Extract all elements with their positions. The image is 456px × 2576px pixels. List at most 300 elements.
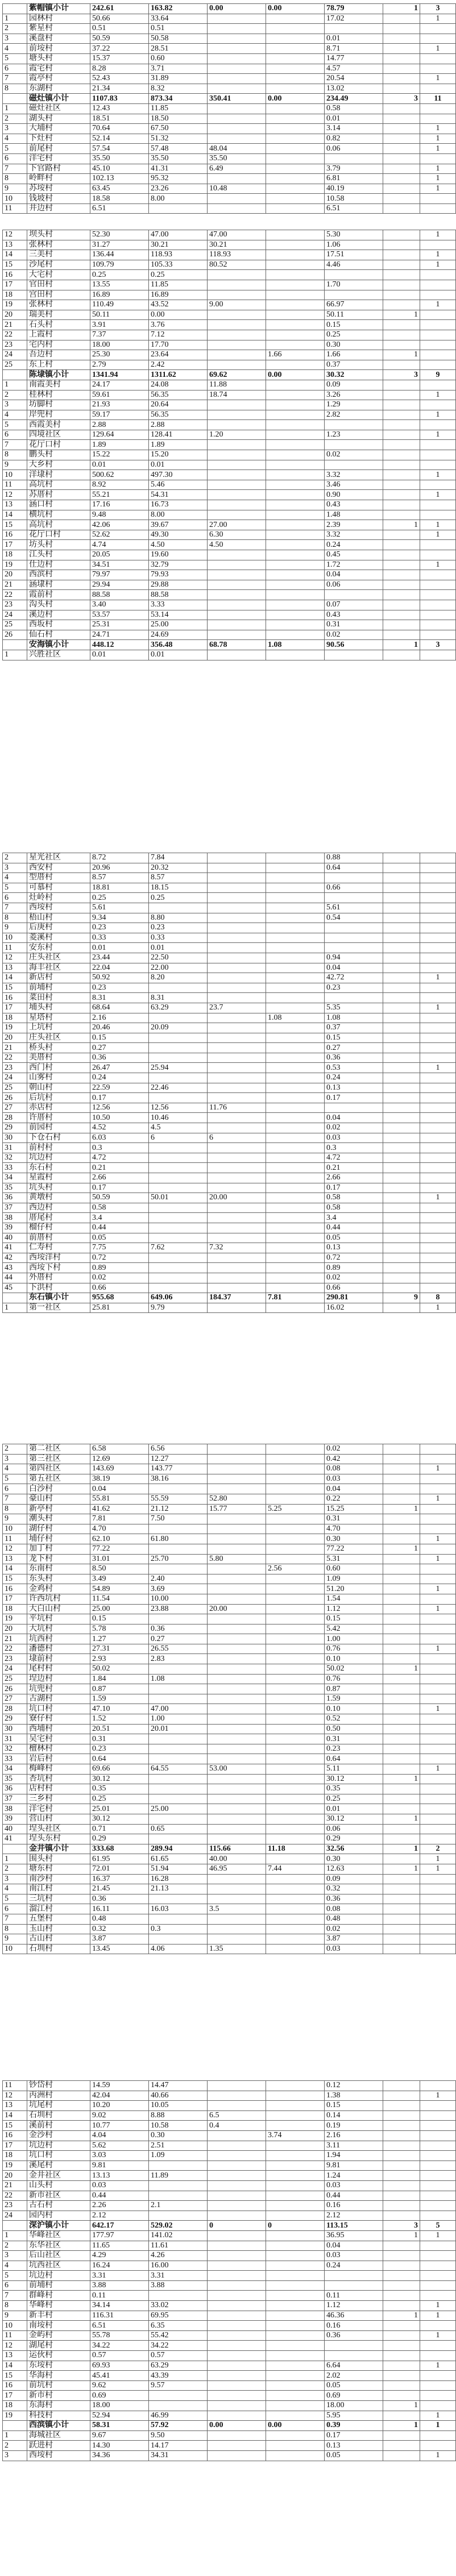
table-cell: 潘德村 [27, 1644, 90, 1654]
table-cell: 0.17 [90, 1093, 149, 1103]
table-cell [383, 1724, 420, 1734]
table-cell: 0.44 [90, 1223, 149, 1233]
table-cell: 32.56 [325, 1844, 383, 1854]
table-cell [208, 1574, 266, 1584]
table-cell: 可慕村 [27, 883, 90, 893]
table-cell: 0.24 [325, 1073, 383, 1083]
table-cell: 10.46 [149, 1113, 208, 1123]
table-cell [266, 2361, 325, 2371]
table-cell: 溪盘村 [27, 34, 90, 44]
table-cell: 118.93 [149, 250, 208, 260]
table-cell [208, 560, 266, 570]
table-cell: 11 [420, 94, 456, 104]
table-cell [266, 1854, 325, 1864]
table-cell: 30.32 [325, 370, 383, 380]
table-cell: 13.55 [90, 280, 149, 290]
table-cell: 0.02 [325, 1123, 383, 1133]
table-cell: 2 [3, 24, 27, 34]
table-row [3, 1133, 456, 1143]
table-cell: 49.30 [149, 530, 208, 540]
table-cell: 20.05 [90, 550, 149, 560]
table-cell: 80.52 [208, 260, 266, 270]
table-cell [208, 1644, 266, 1654]
table-row [3, 630, 456, 640]
table-cell: 32.79 [149, 560, 208, 570]
table-cell [420, 2081, 456, 2091]
table-cell [208, 53, 266, 64]
table-cell [325, 893, 383, 903]
table-cell: 坑边村 [27, 1153, 90, 1163]
table-row [3, 440, 456, 450]
table-cell: 1 [420, 1644, 456, 1654]
table-cell: 649.06 [149, 1293, 208, 1303]
table-cell [149, 2291, 208, 2301]
table-cell [420, 610, 456, 620]
table-cell: 22.04 [90, 963, 149, 973]
table-cell: 55.21 [90, 490, 149, 500]
table-cell [420, 270, 456, 280]
table-cell: 0.3 [325, 1143, 383, 1153]
table-cell [420, 1263, 456, 1273]
table-cell: 4.26 [149, 2251, 208, 2261]
table-cell: 20.01 [149, 1724, 208, 1734]
table-cell: 37 [3, 1203, 27, 1213]
table-cell [383, 1494, 420, 1504]
table-cell [266, 1283, 325, 1293]
table-cell [208, 933, 266, 943]
table-cell: 18 [3, 1013, 27, 1023]
table-cell [266, 2230, 325, 2241]
table-cell: 大宅村 [27, 270, 90, 280]
table-cell: 南垵村 [27, 2321, 90, 2331]
table-cell: 109.79 [90, 260, 149, 270]
table-cell [208, 2160, 266, 2171]
table-cell [420, 1183, 456, 1193]
table-cell: 0.01 [90, 943, 149, 953]
table-cell: 21.34 [90, 84, 149, 94]
table-cell: 1 [383, 2421, 420, 2431]
table-cell [420, 1594, 456, 1604]
table-cell: 0.02 [325, 630, 383, 640]
table-cell: 海丰社区 [27, 963, 90, 973]
table-cell: 园内村 [27, 2211, 90, 2221]
table-cell: 0.23 [325, 983, 383, 993]
table-cell: 0.43 [325, 500, 383, 510]
table-cell: 0.45 [325, 550, 383, 560]
table-row [3, 2311, 456, 2321]
table-cell: 5.80 [208, 1554, 266, 1564]
table-cell: 69.62 [208, 370, 266, 380]
table-row [3, 1944, 456, 1954]
table-cell [208, 1203, 266, 1213]
table-cell: 64.55 [149, 1764, 208, 1775]
table-cell [420, 1013, 456, 1023]
table-cell: 吾边村 [27, 350, 90, 360]
table-row [3, 1504, 456, 1514]
table-cell: 0.13 [325, 1083, 383, 1093]
table-cell: 18 [3, 2151, 27, 2161]
table-cell: 0.31 [325, 1514, 383, 1524]
table-cell [208, 24, 266, 34]
table-row [3, 1704, 456, 1714]
table-cell: 51.20 [325, 1584, 383, 1594]
table-cell: 大埔村 [27, 124, 90, 134]
table-cell: 48.04 [208, 144, 266, 154]
table-cell: 20.09 [149, 1023, 208, 1033]
table-cell: 1 [420, 560, 456, 570]
table-cell [266, 250, 325, 260]
table-cell: 3.4 [90, 1213, 149, 1223]
table-cell: 30.12 [325, 1774, 383, 1784]
table-cell [383, 174, 420, 184]
table-cell: 1 [383, 310, 420, 320]
table-cell: 井边村 [27, 203, 90, 214]
table-cell [383, 450, 420, 460]
table-cell [420, 1143, 456, 1153]
table-cell: 大白山村 [27, 1604, 90, 1614]
table-cell [208, 350, 266, 360]
table-cell [266, 983, 325, 993]
table-cell [420, 2351, 456, 2361]
table-cell: 4.70 [90, 1524, 149, 1534]
table-cell: 29.94 [90, 580, 149, 590]
table-cell: 官田村 [27, 280, 90, 290]
table-cell [266, 2151, 325, 2161]
table-cell [420, 1043, 456, 1053]
table-cell: 0.88 [325, 853, 383, 863]
table-cell [383, 144, 420, 154]
table-cell: 18.50 [149, 114, 208, 124]
table-cell: 20 [3, 1033, 27, 1043]
table-cell [420, 1163, 456, 1173]
table-cell: 2 [3, 1444, 27, 1455]
table-cell: 11.18 [266, 1844, 325, 1854]
table-cell [149, 1053, 208, 1063]
table-cell: 东湖村 [27, 84, 90, 94]
table-cell [383, 2341, 420, 2351]
table-cell [383, 153, 420, 164]
table-cell [266, 460, 325, 470]
table-cell [383, 14, 420, 24]
table-cell [420, 1694, 456, 1704]
table-cell: 南沙村 [27, 1874, 90, 1884]
table-cell: 花厅口村 [27, 440, 90, 450]
table-cell [383, 2411, 420, 2421]
table-cell: 8.31 [90, 993, 149, 1003]
table-row [3, 1203, 456, 1213]
table-cell: 1 [420, 470, 456, 480]
table-cell: 0.00 [266, 94, 325, 104]
table-cell: 2.88 [90, 420, 149, 430]
table-cell: 78.79 [325, 4, 383, 14]
table-row [3, 270, 456, 280]
table-cell [420, 600, 456, 610]
table-cell: 1.89 [90, 440, 149, 450]
table-cell [208, 1894, 266, 1904]
table-cell [383, 490, 420, 500]
table-cell: 42.04 [90, 2091, 149, 2101]
table-cell: 沟头村 [27, 600, 90, 610]
table-cell [420, 983, 456, 993]
table-cell: 2.82 [325, 410, 383, 420]
table-cell [208, 2261, 266, 2271]
table-row [3, 490, 456, 500]
table-cell [383, 1073, 420, 1083]
table-row [3, 2151, 456, 2161]
table-cell: 江头村 [27, 550, 90, 560]
table-row [3, 2251, 456, 2261]
table-cell: 7.81 [90, 1514, 149, 1524]
table-cell [208, 550, 266, 560]
table-cell [383, 2380, 420, 2391]
table-cell: 菱溪村 [27, 933, 90, 943]
table-row [3, 1614, 456, 1624]
table-cell [208, 1594, 266, 1604]
table-row [3, 1253, 456, 1263]
table-cell: 1 [3, 103, 27, 114]
table-cell: 1 [3, 1303, 27, 1313]
table-cell [208, 320, 266, 330]
table-cell [208, 103, 266, 114]
table-cell: 1 [420, 74, 456, 84]
table-cell [266, 1734, 325, 1744]
table-cell [149, 2211, 208, 2221]
table-cell: 0.71 [90, 1824, 149, 1834]
table-cell: 13.02 [325, 84, 383, 94]
table-cell: 1.00 [149, 1714, 208, 1725]
table-cell [208, 963, 266, 973]
table-cell [266, 144, 325, 154]
table-cell: 0.12 [325, 2081, 383, 2091]
table-cell [266, 1884, 325, 1894]
table-cell: 52.62 [90, 530, 149, 540]
table-cell [208, 1083, 266, 1093]
table-cell [266, 1644, 325, 1654]
table-cell [383, 933, 420, 943]
table-cell: 8 [3, 1924, 27, 1934]
table-cell [208, 620, 266, 630]
table-cell: 0.87 [325, 1684, 383, 1694]
table-cell [3, 4, 27, 14]
table-cell: 9 [3, 184, 27, 194]
table-cell: 上霞村 [27, 330, 90, 340]
table-cell [383, 630, 420, 640]
table-cell [208, 1514, 266, 1524]
table-cell: 4 [3, 134, 27, 144]
table-cell: 1.20 [208, 430, 266, 440]
table-cell [266, 620, 325, 630]
table-cell [383, 2361, 420, 2371]
table-row [3, 174, 456, 184]
table-cell: 0.01 [149, 650, 208, 660]
table-cell [266, 1624, 325, 1634]
table-cell: 9 [3, 923, 27, 933]
table-cell: 西坂村 [27, 620, 90, 630]
table-cell: 19 [3, 2411, 27, 2421]
table-cell: 0.25 [325, 1794, 383, 1804]
table-row [3, 280, 456, 290]
table-cell: 1 [420, 174, 456, 184]
table-cell [420, 1233, 456, 1243]
table-cell [266, 2380, 325, 2391]
table-cell [208, 440, 266, 450]
table-cell: 0.36 [90, 1894, 149, 1904]
table-cell [208, 1063, 266, 1073]
table-cell [420, 1744, 456, 1754]
table-cell: 下洪村 [27, 1283, 90, 1293]
table-cell [208, 1584, 266, 1594]
table-cell [208, 1784, 266, 1794]
table-cell [325, 440, 383, 450]
table-cell [383, 1103, 420, 1113]
table-cell: 1.54 [325, 1594, 383, 1604]
table-cell [383, 993, 420, 1003]
table-cell: 54.89 [90, 1584, 149, 1594]
table-cell: 寮仔村 [27, 1714, 90, 1725]
table-cell: 五堡村 [27, 1914, 90, 1924]
table-cell [420, 2201, 456, 2211]
table-cell: 东上村 [27, 360, 90, 370]
table-row [3, 1554, 456, 1564]
table-cell: 0.27 [149, 1634, 208, 1644]
table-cell [420, 933, 456, 943]
table-cell [383, 1213, 420, 1223]
table-cell: 后山社区 [27, 2251, 90, 2261]
table-cell: 0.17 [325, 1093, 383, 1103]
table-cell: 0.13 [325, 2441, 383, 2451]
table-cell: 0.01 [149, 460, 208, 470]
table-cell: 19 [3, 2160, 27, 2171]
table-cell [420, 1203, 456, 1213]
table-cell [420, 2321, 456, 2331]
table-cell: 12.56 [90, 1103, 149, 1113]
table-row [3, 620, 456, 630]
table-cell: 497.30 [149, 470, 208, 480]
table-cell [3, 370, 27, 380]
table-cell [420, 280, 456, 290]
table-cell: 第三社区 [27, 1454, 90, 1464]
table-row [3, 24, 456, 34]
table-cell: 61.80 [149, 1534, 208, 1544]
table-cell: 1 [420, 973, 456, 983]
table-cell: 53.00 [208, 1764, 266, 1775]
table-cell: 5.61 [90, 903, 149, 913]
table-cell: 15.77 [208, 1504, 266, 1514]
table-row [3, 1914, 456, 1924]
table-cell: 6.51 [90, 2321, 149, 2331]
table-cell [266, 310, 325, 320]
table-row [3, 973, 456, 983]
table-cell: 9.50 [149, 2430, 208, 2441]
table-cell [208, 1033, 266, 1043]
table-cell [208, 2321, 266, 2331]
table-cell [266, 440, 325, 450]
table-cell: 143.77 [149, 1464, 208, 1474]
table-cell: 30.21 [149, 240, 208, 250]
table-cell [266, 1584, 325, 1594]
table-cell: 10.50 [90, 1113, 149, 1123]
table-row [3, 963, 456, 973]
table-cell: 5.11 [325, 1764, 383, 1775]
table-cell: 1 [420, 1534, 456, 1544]
table-cell: 1 [420, 2230, 456, 2241]
table-row [3, 1694, 456, 1704]
table-cell: 6.51 [325, 203, 383, 214]
table-cell: 105.33 [149, 260, 208, 270]
table-cell [208, 2330, 266, 2341]
table-cell: 8.50 [90, 1564, 149, 1574]
table-cell [208, 1674, 266, 1684]
table-cell: 136.44 [90, 250, 149, 260]
table-cell: 16.89 [149, 290, 208, 300]
table-cell [383, 1133, 420, 1143]
table-cell [266, 540, 325, 550]
table-cell [266, 270, 325, 280]
table-cell: 46.99 [149, 2411, 208, 2421]
table-row [3, 430, 456, 440]
table-cell [266, 903, 325, 913]
table-cell: 23 [3, 1654, 27, 1664]
table-cell [420, 320, 456, 330]
table-row [3, 1934, 456, 1945]
table-cell [208, 420, 266, 430]
table-cell [325, 270, 383, 280]
table-cell: 坊脚村 [27, 400, 90, 410]
table-cell [420, 1634, 456, 1644]
table-cell [266, 1664, 325, 1675]
table-cell: 30.21 [208, 240, 266, 250]
table-cell: 1 [420, 390, 456, 400]
table-cell: 0.06 [325, 144, 383, 154]
table-cell: 0.22 [325, 1494, 383, 1504]
table-cell: 35.50 [208, 153, 266, 164]
table-cell: 坑兜村 [27, 1684, 90, 1694]
table-cell [325, 2341, 383, 2351]
table-cell [420, 1243, 456, 1253]
table-cell: 0.36 [325, 2330, 383, 2341]
table-cell: 18 [3, 1604, 27, 1614]
table-cell [420, 153, 456, 164]
table-row [3, 2330, 456, 2341]
table-cell [208, 1283, 266, 1293]
table-cell [208, 1534, 266, 1544]
table-cell [383, 1764, 420, 1775]
table-cell: 0.36 [90, 1053, 149, 1063]
table-cell [208, 1734, 266, 1744]
table-cell: 6.64 [325, 2361, 383, 2371]
table-row [3, 300, 456, 310]
table-cell: 18.00 [90, 340, 149, 350]
table-cell: 26.47 [90, 1063, 149, 1073]
table-cell: 3.31 [90, 2271, 149, 2281]
table-cell [266, 1233, 325, 1243]
table-cell: 6 [3, 430, 27, 440]
table-cell [266, 510, 325, 520]
table-cell [325, 943, 383, 953]
table-cell [325, 420, 383, 430]
table-row [3, 580, 456, 590]
table-cell: 13.13 [90, 2171, 149, 2181]
table-cell: 37.22 [90, 44, 149, 54]
table-cell [383, 2371, 420, 2381]
table-cell [266, 1814, 325, 1824]
table-cell [266, 1744, 325, 1754]
table-row [3, 530, 456, 540]
table-cell: 溪尾村 [27, 2160, 90, 2171]
table-cell [149, 1073, 208, 1083]
table-cell: 8.31 [149, 993, 208, 1003]
table-cell [266, 1764, 325, 1775]
